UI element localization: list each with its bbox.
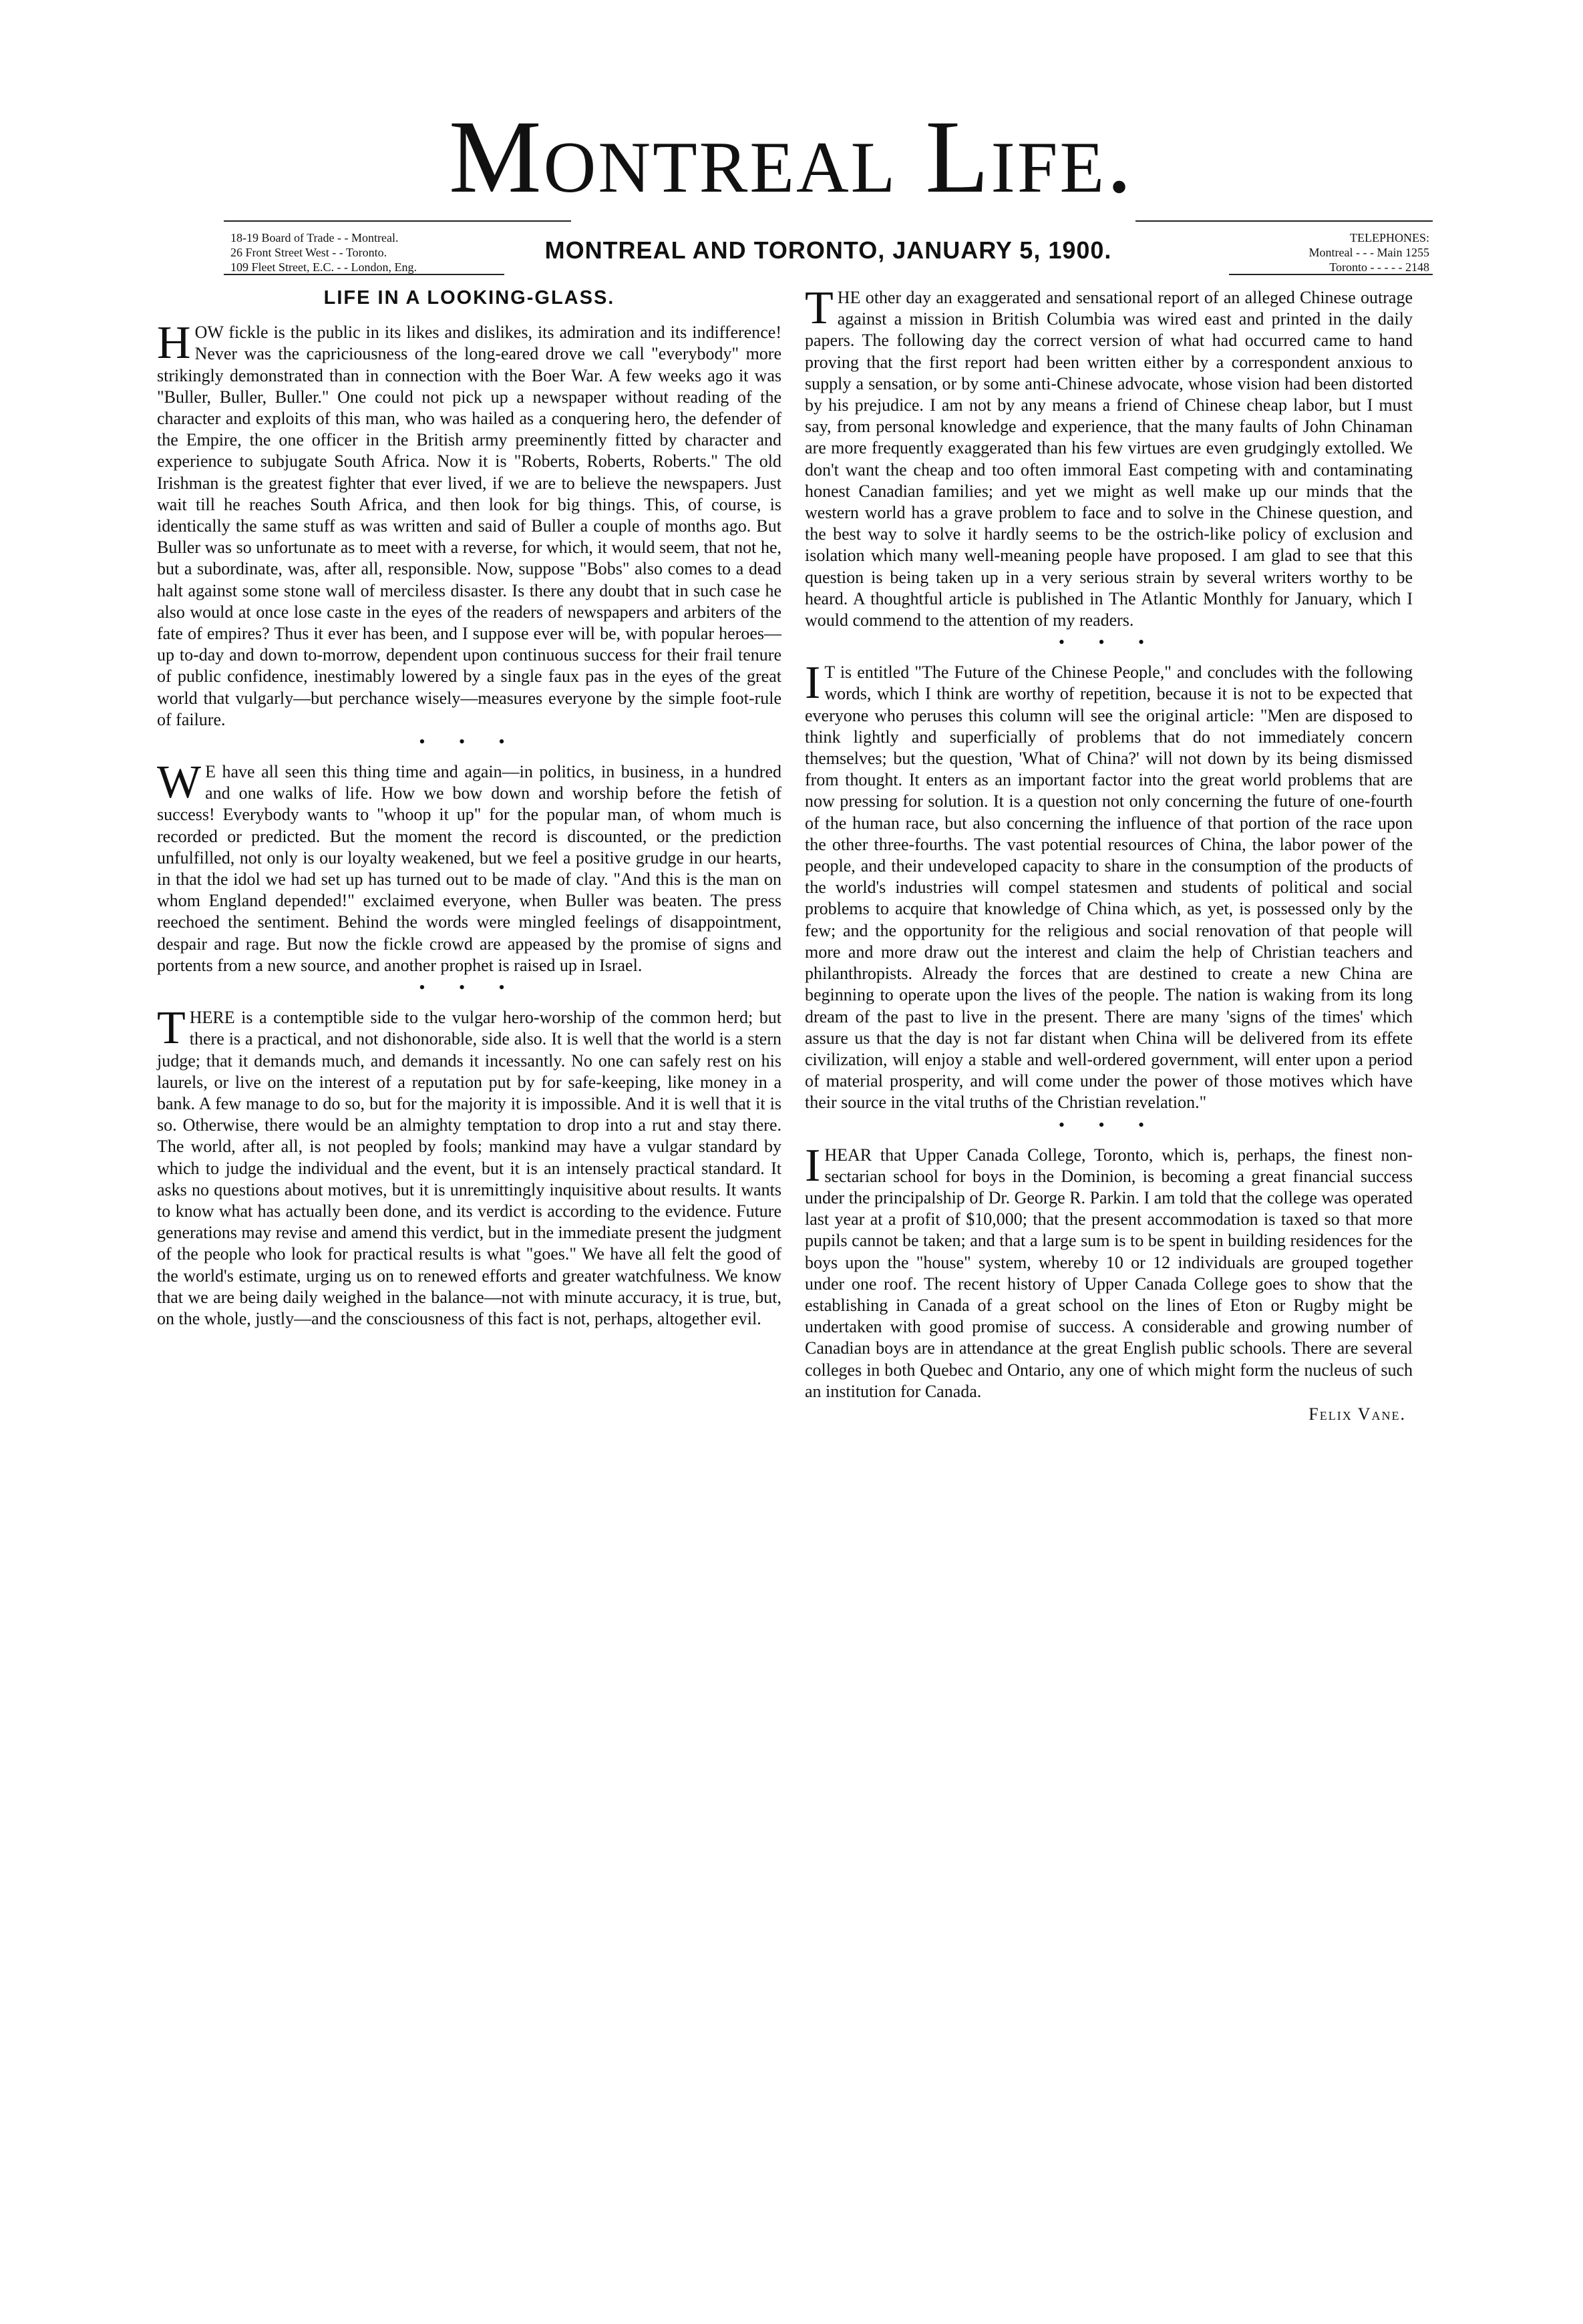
- paragraph-text: HEAR that Upper Canada College, Toronto, which is, perhaps, the finest non-sectarian school for boys in the Dominion, is becoming a great financial success under the principalship of Dr. George R. Parkin. I am told that the college was operated last year at a profit of $10,000; that the present accommodation is taxed so that more pupils cannot be taken; and that a large sum is to be spent in building residences for the boys upon the "house" system, whereby 10 or 12 individuals are grouped together under one roof. The recent history of Upper Canada College goes to show that the establishing in Canada of a great school on the lines of Eton or Rugby might be undertaken with good promise of success. A considerable and growing number of Canadian boys are in attendance at the great English public schools. There are several colleges in both Quebec and Ontario, any one of which might form the nucleus of such an institution for Canada.: [805, 1145, 1413, 1401]
- header-rule-right: [1135, 220, 1433, 222]
- paragraph-text: OW fickle is the public in its likes and dislikes, its admiration and its indifference! Never was the capriciousness of the long-eared drove we call "everybody" more strikingly demonstrated than in connection with the Boer War. A few weeks ago it was "Buller, Buller, Buller." One could not pick up a newspaper without reading of the character and exploits of this man, who was hailed as a conquering hero, the defender of the Empire, the one officer in the British army preeminently fitted by character and experience to subjugate South Africa. Now it is "Roberts, Roberts, Roberts." The old Irishman is the greatest fighter that ever lived, if we are to believe the newspapers. Just wait till he reaches South Africa, and then look for big things. This, of course, is identically the same stuff as was written and said of Buller a couple of months ago. But Buller was so unfortunate as to meet with a reverse, for which, it would seem, that not he, but a subordinate, was, after all, responsible. Now, suppose "Bobs" also comes to a dead halt against some stone wall of merciless disaster. Is there any doubt that in such case he also would at once lose caste in the eyes of the readers of newspapers and arbiters of the fate of empires? Thus it ever has been, and I suppose ever will be, with popular heroes—up to-day and down to-morrow, dependent upon continuous success for their frail tenure of public confidence, inestimably lowered by a single faux pas in the eyes of the great world that vulgarly—but perchance wisely—measures everyone by the simple foot-rule of failure.: [157, 323, 781, 729]
- telephone-numbers: TELEPHONES: Montreal - - - Main 1255 Toronto - - - - - 2148: [1308, 231, 1429, 274]
- drop-cap: I: [805, 657, 821, 709]
- paragraph-text: HERE is a contemptible side to the vulgar hero-worship of the common herd; but there is a practical, and not dishonorable, side also. It is well that the world is a stern judge; that it demands much, and demands it incessantly. No one can safely rest on his laurels, or live on the interest of a reputation put by for safe-keeping, like money in a bank. A few manage to do so, but for the majority it is impossible. And it is well that it is so. Otherwise, there would be an almighty temptation to drop into a rut and stay there. The world, after all, is not peopled by fools; mankind may have a vulgar standard by which to judge the individual and the event, but it is an intensely practical standard. It asks no questions about motives, but it is unremittingly inquisitive about results. It wants to know what has actually been done, and its verdict is according to the evidence. Future generations may revise and amend this verdict, but in the immediate present the judgment of the people who look for practical results is what "goes." We have all felt the good of the world's estimate, urging us on to renewed efforts and greater watchfulness. We know that we are being daily weighed in the balance—not with minute accuracy, it is true, but, on the whole, justly—and the consciousness of this fact is not, perhaps, altogether evil.: [157, 1008, 781, 1328]
- author-signature: Felix Vane.: [1308, 1404, 1406, 1424]
- paragraph: [157, 317, 781, 731]
- paragraph: [805, 657, 1413, 1113]
- section-separator: • • •: [1058, 1115, 1160, 1135]
- paragraph: [157, 1002, 781, 1330]
- section-separator: • • •: [419, 978, 520, 998]
- paragraph-text: T is entitled "The Future of the Chinese People," and concludes with the following words, which I think are worthy of repetition, because it is not to be expected that everyone who peruses this column will see the original article: "Men are disposed to think lightly and superficially of problems that do not immediately concern themselves; but the question, 'What of China?' will not down by its being dismissed from thought. It enters as an important factor into the great world problems that are now pressing for solution. It is a question not only concerning the future of one-fourth of the human race, but also concerning the influence of that portion of the race upon the other three-fourths. The vast potential resources of China, the labor power of the people, and their undeveloped capacity to share in the consumption of the products of the world's industries will compel statesmen and students of political and social problems to acquire that knowledge of China which, as yet, is possessed only by the few; and the opportunity for the religious and social renovation of that people will more and more draw out the interest and claim the help of Christian teachers and philanthropists. Already the forces that are destined to create a new China are beginning to operate upon the lives of the people. The nation is waking from its long dream of the past to live in the present. There are many 'signs of the times' which assure us that the day is not far distant when China will be delivered from its effete civilization, will enjoy a stable and well-ordered government, will enter upon a period of material prosperity, and will come under the power of those motives which have their source in the vital truths of the Christian revelation.": [805, 662, 1413, 1113]
- right-column: [805, 282, 1413, 1425]
- section-separator: • • •: [1058, 632, 1160, 652]
- office-addresses: 18-19 Board of Trade - - Montreal. 26 Front Street West - - Toronto. 109 Fleet Street, E.C. - - London, Eng.: [230, 231, 417, 274]
- drop-cap: I: [805, 1139, 821, 1191]
- paragraph-text: HE other day an exaggerated and sensational report of an alleged Chinese outrage against a mission in British Columbia was wired east and printed in the daily papers. The following day the correct version of what had occurred came to hand proving that the first report had been written either by a correspondent anxious to supply a sensation, or by some anti-Chinese advocate, whose vision had been distorted by his prejudice. I am not by any means a friend of Chinese cheap labor, but I must say, from personal knowledge and experience, that the many faults of John Chinaman are more frequently exaggerated than his few virtues are even grudgingly extolled. We don't want the cheap and too often immoral East competing with and contaminating honest Canadian families; and yet we might as well make up our minds that the western world has a grave problem to face and to solve in the Chinese question, and the best way to solve it hardly seems to be the ostrich-like policy of exclusion and isolation which many well-meaning people have proposed. I am glad to see that this question is being taken up in a very serious strain by several writers worthy to be heard. A thoughtful article is published in The Atlantic Monthly for January, which I would commend to the attention of my readers.: [805, 288, 1413, 630]
- paragraph: [805, 282, 1413, 631]
- drop-cap: W: [157, 757, 202, 809]
- drop-cap: T: [805, 282, 834, 334]
- article-heading: LIFE IN A LOOKING-GLASS.: [323, 287, 615, 309]
- masthead-title: Montreal Life.: [448, 99, 1135, 214]
- dateline: MONTREAL AND TORONTO, JANUARY 5, 1900.: [544, 236, 1112, 264]
- left-column: [157, 287, 781, 1330]
- paragraph: [805, 1139, 1413, 1402]
- paragraph-text: E have all seen this thing time and again—in politics, in business, in a hundred and one walks of life. How we bow down and worship before the fetish of success! Everybody wants to "whoop it up" for the popular man, of whom much is recorded or predicted. But the moment the record is discounted, or the prediction unfulfilled, not only is our loyalty weakened, but we feel a positive grudge in our hearts, in that the idol we had set up has turned out to be made of clay. "And this is the man on whom England depended!" exclaimed everyone, when Buller was beaten. The press reechoed the sentiment. Behind the words were mingled feelings of disappointment, despair and rage. But now the fickle crowd are appeased by the promise of signs and portents from a new source, and another prophet is raised up in Israel.: [157, 762, 781, 975]
- paragraph: [157, 757, 781, 976]
- drop-cap: H: [157, 317, 191, 369]
- section-separator: • • •: [419, 732, 520, 752]
- drop-cap: T: [157, 1002, 186, 1054]
- header-rule-left: [224, 220, 571, 222]
